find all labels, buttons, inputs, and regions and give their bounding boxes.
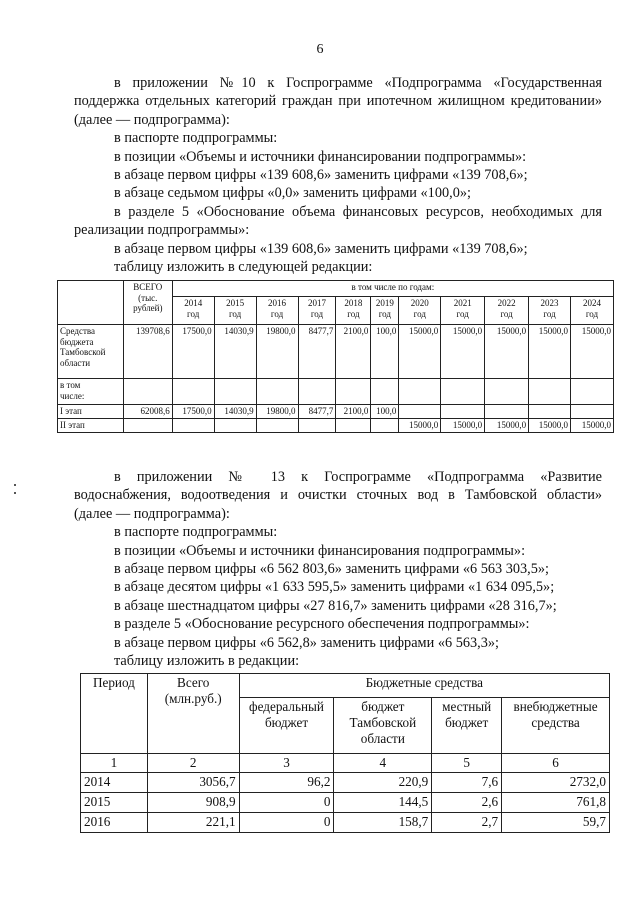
year-label: 2024 (582, 298, 601, 308)
table1-years-header: в том числе по годам: (172, 281, 613, 297)
table-row (81, 793, 610, 813)
section1-item: таблицу изложить в следующей редакции: (114, 259, 373, 276)
year-label: 2019 (375, 298, 394, 308)
federal-cell: 96,2 (239, 773, 334, 793)
table1-total-header (123, 281, 172, 325)
section2-item: в разделе 5 «Обоснование ресурсного обеспечения подпрограммы»: (114, 616, 530, 633)
column-number: 5 (432, 754, 502, 773)
value-cell: 100,0 (371, 325, 399, 379)
table2-period-header: Период (81, 674, 148, 754)
section1-item: в абзаце первом цифры «139 608,6» заменить цифрами «139 708,6»; (114, 240, 528, 257)
year-unit: год (270, 308, 284, 319)
scan-speck (14, 484, 16, 486)
section1-item: в абзаце первом цифры «139 608,6» заменить цифрами «139 708,6»; (114, 167, 528, 184)
value-cell: 19800,0 (256, 405, 298, 419)
header-line: внебюджетные (513, 699, 598, 714)
header-line: федеральный (249, 699, 324, 714)
value-cell (214, 379, 256, 405)
table-row (58, 379, 614, 405)
section2-item: в абзаце десятом цифры «1 633 595,5» заменить цифрами «1 634 095,5»; (114, 579, 555, 596)
year-unit: год (187, 308, 200, 319)
section2-item: в абзаце первом цифры «6 562 803,6» заменить цифрами «6 563 303,5»; (114, 561, 550, 578)
value-cell: 8477,7 (298, 405, 336, 419)
row-label (58, 405, 124, 419)
value-cell (336, 379, 371, 405)
section2-intro-line: водоснабжения, водоотведения и очистки сточных вод в Тамбовской области» (74, 487, 602, 504)
value-cell: 15000,0 (529, 419, 571, 433)
value-cell: 17500,0 (172, 405, 214, 419)
financing-table-1 (57, 280, 614, 433)
row-label-line: I этап (60, 406, 82, 416)
value-cell (529, 405, 571, 419)
table-row (58, 405, 614, 419)
value-cell (529, 379, 571, 405)
year-label: 2021 (453, 298, 472, 308)
section1-intro-line: поддержка отдельных категорий граждан при ипотечном жилищном кредитовании» (74, 93, 602, 110)
section1-intro-line: (далее — подпрограмма): (74, 111, 230, 128)
section2-item: в абзаце первом цифры «6 562,8» заменить цифрами «6 563,3»; (114, 634, 499, 651)
year-label: 2022 (497, 298, 516, 308)
column-number: 6 (502, 754, 610, 773)
header-line: бюджет (361, 699, 405, 714)
year-label: 2016 (268, 298, 287, 308)
year-unit: год (413, 308, 426, 319)
column-number: 1 (81, 754, 148, 773)
year-header-2019 (371, 297, 399, 325)
value-cell: 8477,7 (298, 325, 336, 379)
value-cell: 14030,9 (214, 325, 256, 379)
extra-cell: 761,8 (502, 793, 610, 813)
value-cell (256, 379, 298, 405)
year-unit: год (500, 308, 513, 319)
year-unit: год (543, 308, 556, 319)
extra-cell: 59,7 (502, 813, 610, 833)
value-cell: 15000,0 (529, 325, 571, 379)
row-label (58, 419, 124, 433)
value-cell (371, 419, 399, 433)
total-cell (123, 379, 172, 405)
value-cell (172, 379, 214, 405)
federal-cell: 0 (239, 813, 334, 833)
section1-item: в абзаце седьмом цифры «0,0» заменить цифрами «100,0»; (114, 185, 471, 202)
header-line: (млн.руб.) (164, 691, 222, 706)
table-row (81, 813, 610, 833)
header-line: области (360, 731, 405, 746)
row-label (58, 325, 124, 379)
table2-subheader-federal (239, 698, 334, 754)
year-unit: год (228, 308, 242, 319)
period-cell: 2015 (81, 793, 148, 813)
value-cell (570, 379, 613, 405)
table2-subheader-local (432, 698, 502, 754)
column-number: 4 (334, 754, 432, 773)
value-cell (298, 379, 336, 405)
table-row (81, 773, 610, 793)
value-cell: 15000,0 (399, 419, 441, 433)
federal-cell: 0 (239, 793, 334, 813)
page-number: 6 (316, 42, 324, 57)
section1-intro (74, 74, 602, 276)
value-cell: 15000,0 (441, 419, 485, 433)
financing-table-2 (80, 673, 610, 833)
header-line: Тамбовской (349, 715, 417, 730)
value-cell: 15000,0 (485, 325, 529, 379)
table1-corner-cell (58, 281, 124, 325)
header-line: средства (531, 715, 580, 730)
value-cell: 15000,0 (570, 419, 613, 433)
total-cell: 908,9 (147, 793, 239, 813)
header-line: местный (442, 699, 492, 714)
section2-intro-line: (далее — подпрограмма): (74, 505, 230, 522)
year-header-2016 (256, 297, 298, 325)
year-label: 2017 (307, 298, 326, 308)
total-cell: 139708,6 (123, 325, 172, 379)
row-label-line: числе: (60, 390, 85, 401)
section2-item: в паспорте подпрограммы: (114, 524, 278, 541)
value-cell (256, 419, 298, 433)
section2-item: в позиции «Объемы и источники финансирования подпрограммы»: (114, 542, 526, 559)
local-cell: 2,6 (432, 793, 502, 813)
value-cell (399, 379, 441, 405)
value-cell: 17500,0 (172, 325, 214, 379)
value-cell: 15000,0 (570, 325, 613, 379)
year-label: 2023 (540, 298, 559, 308)
value-cell: 15000,0 (399, 325, 441, 379)
value-cell (172, 419, 214, 433)
year-label: 2014 (184, 298, 203, 308)
section2-intro-line: в приложении № 13 к Госпрограмме «Подпрограмма «Развитие (114, 469, 602, 485)
year-header-2020 (399, 297, 441, 325)
year-header-2021 (441, 297, 485, 325)
section1-section5-line: в разделе 5 «Обоснование объема финансовых ресурсов, необходимых для (114, 203, 602, 220)
value-cell (298, 419, 336, 433)
value-cell: 19800,0 (256, 325, 298, 379)
value-cell: 14030,9 (214, 405, 256, 419)
regional-cell: 220,9 (334, 773, 432, 793)
year-header-2015 (214, 297, 256, 325)
row-label-line: II этап (60, 420, 85, 430)
value-cell: 100,0 (371, 405, 399, 419)
year-label: 2015 (226, 298, 245, 308)
value-cell (399, 405, 441, 419)
row-label-line: в том (60, 380, 81, 390)
header-line: Всего (177, 675, 210, 690)
year-unit: год (347, 308, 360, 319)
header-line: бюджет (264, 715, 309, 730)
total-cell: 221,1 (147, 813, 239, 833)
value-cell (485, 379, 529, 405)
section2-item: таблицу изложить в редакции: (114, 653, 300, 670)
table-row (58, 325, 614, 379)
year-unit: год (585, 308, 599, 319)
local-cell: 7,6 (432, 773, 502, 793)
row-label (58, 379, 124, 405)
section2-intro (74, 468, 602, 670)
row-label-line: Средства (60, 326, 96, 336)
header-line: бюджет (445, 715, 489, 730)
regional-cell: 158,7 (334, 813, 432, 833)
header-line: рублей) (133, 303, 163, 313)
value-cell: 2100,0 (336, 325, 371, 379)
value-cell (441, 379, 485, 405)
section2-item: в абзаце шестнадцатом цифры «27 816,7» заменить цифрами «28 316,7»; (114, 597, 557, 614)
extra-cell: 2732,0 (502, 773, 610, 793)
year-header-2023 (529, 297, 571, 325)
total-cell (123, 419, 172, 433)
section1-item: в позиции «Объемы и источники финансировании подпрограммы»: (114, 148, 527, 165)
year-unit: год (456, 308, 469, 319)
period-cell: 2016 (81, 813, 148, 833)
value-cell: 15000,0 (485, 419, 529, 433)
section1-intro-line: в приложении №10 к Госпрограмме «Подпрограмма «Государственная (114, 75, 602, 91)
year-unit: год (378, 308, 391, 319)
local-cell: 2,7 (432, 813, 502, 833)
value-cell (214, 419, 256, 433)
row-label-line: Тамбовской (60, 347, 106, 357)
total-cell: 3056,7 (147, 773, 239, 793)
period-cell: 2014 (81, 773, 148, 793)
value-cell (441, 405, 485, 419)
table2-subheader-extra (502, 698, 610, 754)
year-header-2017 (298, 297, 336, 325)
section1-section5-line: реализации подпрограммы»: (74, 222, 250, 239)
year-header-2018 (336, 297, 371, 325)
table2-total-header (147, 674, 239, 754)
row-label-line: бюджета (60, 336, 94, 347)
section1-item: в паспорте подпрограммы: (114, 130, 278, 147)
value-cell (570, 405, 613, 419)
year-unit: год (310, 308, 324, 319)
column-number: 2 (147, 754, 239, 773)
year-header-2024 (570, 297, 613, 325)
column-number: 3 (239, 754, 334, 773)
year-label: 2018 (344, 298, 363, 308)
row-label-line: области (60, 357, 91, 368)
value-cell: 15000,0 (441, 325, 485, 379)
total-cell: 62008,6 (123, 405, 172, 419)
year-label: 2020 (410, 298, 429, 308)
year-header-2022 (485, 297, 529, 325)
value-cell (336, 419, 371, 433)
table-row (58, 419, 614, 433)
regional-cell: 144,5 (334, 793, 432, 813)
value-cell: 2100,0 (336, 405, 371, 419)
scan-speck (14, 492, 16, 494)
value-cell (485, 405, 529, 419)
year-header-2014 (172, 297, 214, 325)
table2-budget-header: Бюджетные средства (239, 674, 609, 698)
header-line: (тыс. (138, 292, 158, 303)
value-cell (371, 379, 399, 405)
table2-subheader-regional (334, 698, 432, 754)
header-line: ВСЕГО (133, 282, 163, 292)
